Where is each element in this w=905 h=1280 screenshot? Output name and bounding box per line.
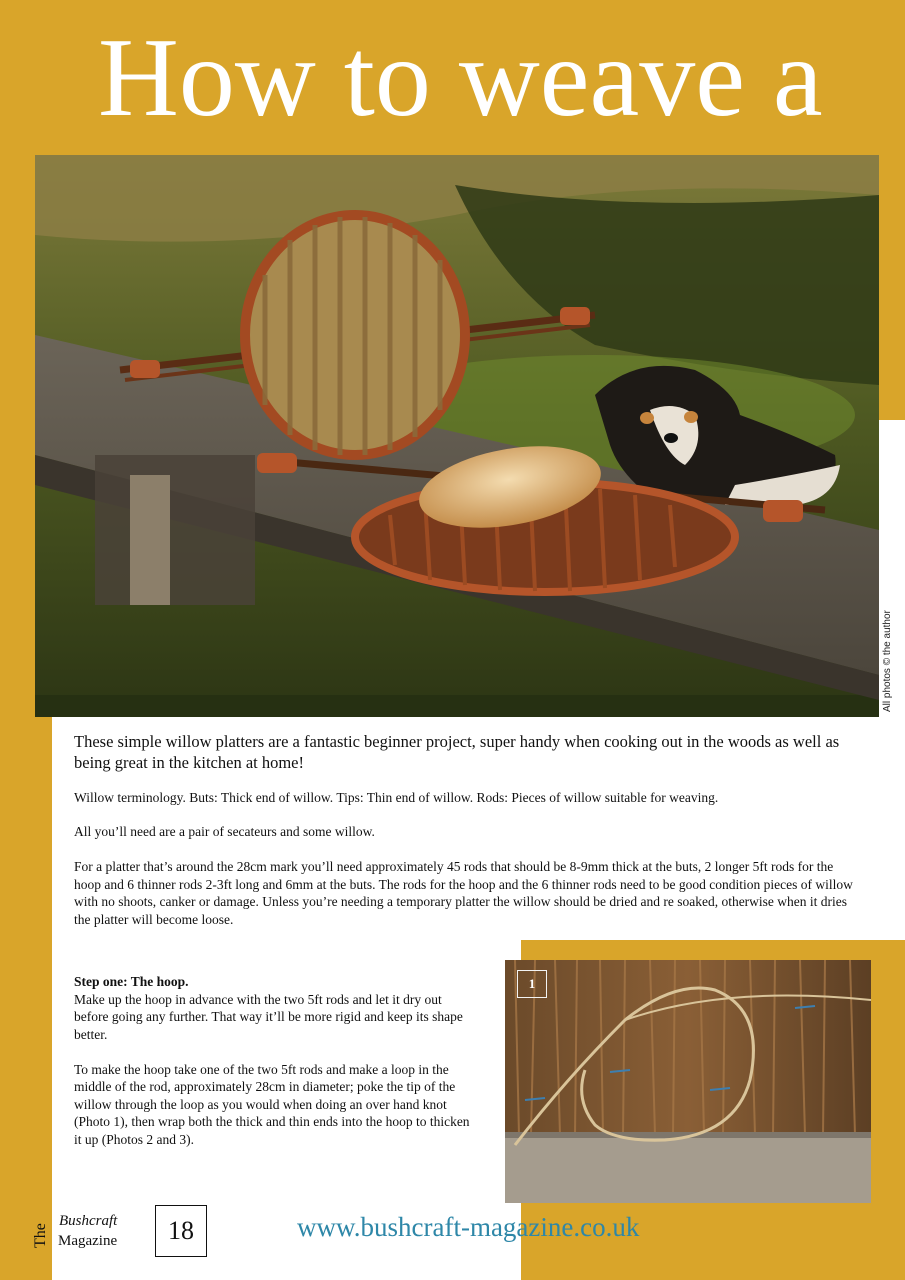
step-one-body: Make up the hoop in advance with the two 5ft rods and let it dry out before going any further. That way it’ll be more rigid and keep its shape better.: [74, 991, 463, 1042]
step-photo-1-scene: [505, 960, 871, 1203]
footer-the: The: [32, 1223, 49, 1248]
footer-magazine-subtitle: Magazine: [58, 1233, 118, 1249]
hero-photo-scene: [35, 155, 879, 717]
photo-credit: All photos © the author: [882, 610, 893, 712]
page-number: 18: [155, 1205, 207, 1257]
step-one-heading: Step one: The hoop.: [74, 974, 189, 989]
step-photo-1: [505, 960, 871, 1203]
requirements-paragraph: For a platter that’s around the 28cm mark you’ll need approximately 45 rods that should be 8-9mm thick at the buts, 2 longer 5ft rods for the hoop and 6 thinner rods 2-3ft long and 6mm at the buts. The rods for the hoop and the 6 thinner rods need to be good condition pieces of willow with no shoots, canker or damage. Unless you’re needing a temporary platter the willow should be dried and re soaked, otherwise when it dries the platter will become loose.: [74, 859, 853, 927]
terminology-paragraph: Willow terminology. Buts: Thick end of willow. Tips: Thin end of willow. Rods: Pieces of willow suitable for weaving.: [74, 790, 719, 805]
step-one-body-continued: To make the hoop take one of the two 5ft rods and make a loop in the middle of the rod, approximately 28cm in diameter; poke the tip of the willow through the loop as you would when doing an over hand knot (Photo 1), then wrap both the thick and thin ends into the hoop to thicken it up (Photos 2 and 3).: [74, 1061, 470, 1147]
footer-magazine-name: Bushcraft: [59, 1213, 118, 1229]
page-title: How to weave a: [98, 16, 823, 140]
right-accent-strip: [878, 155, 905, 420]
photo-number-label: 1: [517, 970, 547, 998]
hero-photo: [35, 155, 879, 717]
tools-paragraph: All you’ll need are a pair of secateurs and some willow.: [74, 824, 375, 839]
step-one-section: [74, 973, 474, 1148]
website-url: www.bushcraft-magazine.co.uk: [297, 1212, 640, 1242]
intro-paragraph: These simple willow platters are a fantastic beginner project, super handy when cooking out in the woods as well as being great in the kitchen at home!: [74, 732, 840, 772]
